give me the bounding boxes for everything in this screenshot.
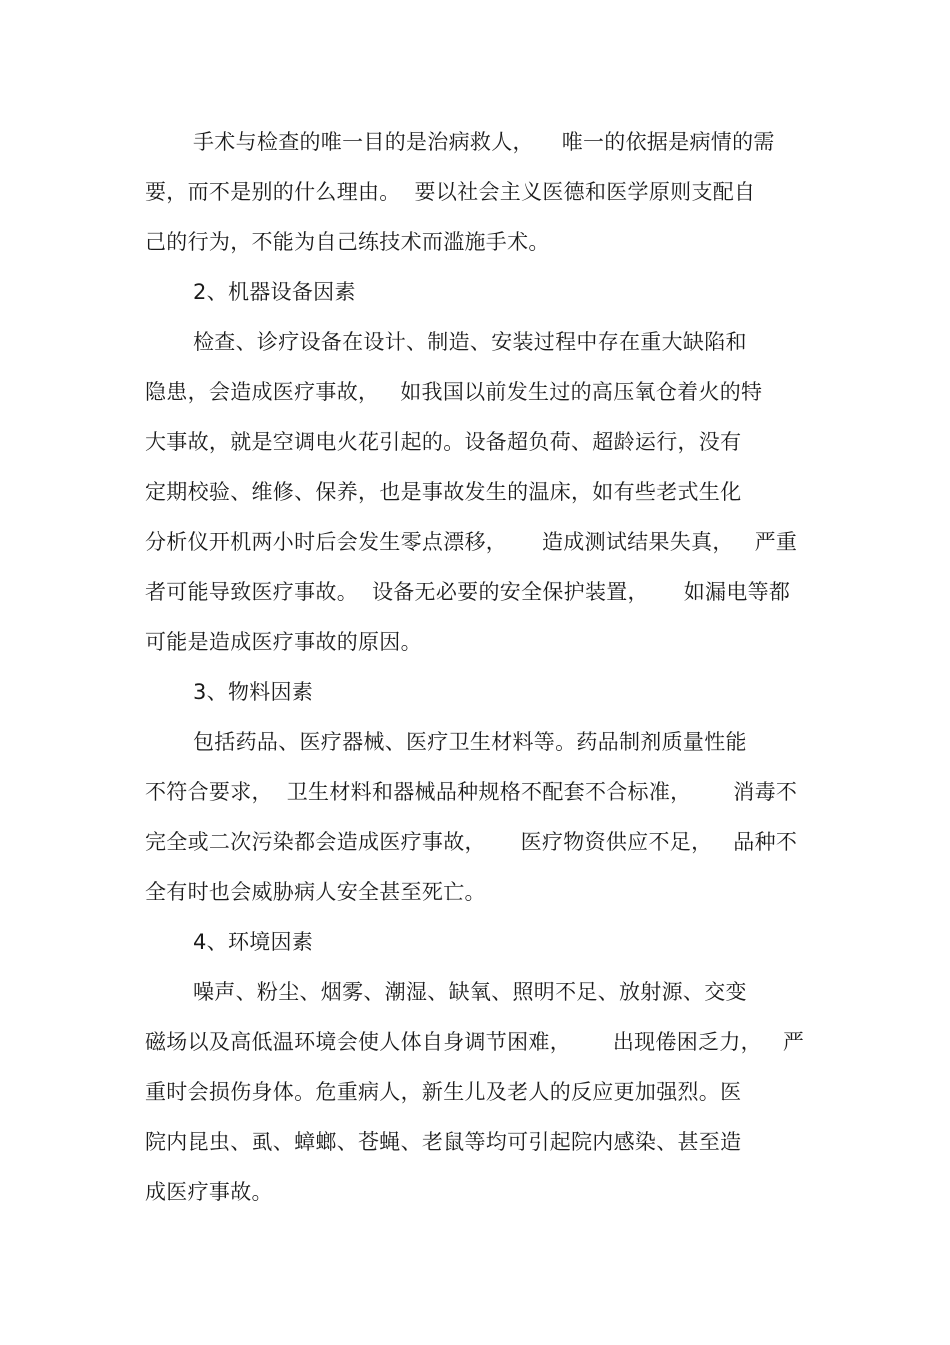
text-line: 大事故，就是空调电火花引起的。设备超负荷、超龄运行，没有 xyxy=(145,430,742,454)
section-heading: 3、物料因素 xyxy=(193,680,314,704)
text-line: 包括药品、医疗器械、医疗卫生材料等。药品制剂质量性能 xyxy=(193,730,747,754)
text-line: 己的行为，不能为自己练技术而滥施手术。 xyxy=(145,230,550,254)
text-line: 重时会损伤身体。危重病人，新生儿及老人的反应更加强烈。医 xyxy=(145,1080,742,1104)
text-line: 院内昆虫、虱、蟑螂、苍蝇、老鼠等均可引起院内感染、甚至造 xyxy=(145,1130,742,1154)
text-line: 不符合要求， 卫生材料和器械品种规格不配套不合标准， 消毒不 xyxy=(145,780,798,804)
text-line: 定期校验、维修、保养，也是事故发生的温床，如有些老式生化 xyxy=(145,480,742,504)
text-line: 隐患，会造成医疗事故， 如我国以前发生过的高压氧仓着火的特 xyxy=(145,380,763,404)
text-line: 者可能导致医疗事故。 设备无必要的安全保护装置， 如漏电等都 xyxy=(145,580,791,604)
text-line: 磁场以及高低温环境会使人体自身调节困难， 出现倦困乏力， 严 xyxy=(145,1030,805,1054)
text-line: 噪声、粉尘、烟雾、潮湿、缺氧、照明不足、放射源、交变 xyxy=(193,980,747,1004)
text-line: 完全或二次污染都会造成医疗事故， 医疗物资供应不足， 品种不 xyxy=(145,830,798,854)
text-line: 分析仪开机两小时后会发生零点漂移， 造成测试结果失真， 严重 xyxy=(145,530,798,554)
text-line: 全有时也会威胁病人安全甚至死亡。 xyxy=(145,880,486,904)
text-line: 可能是造成医疗事故的原因。 xyxy=(145,630,422,654)
text-line: 要，而不是别的什么理由。 要以社会主义医德和医学原则支配自 xyxy=(145,180,756,204)
section-heading: 4、环境因素 xyxy=(193,930,314,954)
text-line: 手术与检查的唯一目的是治病救人， 唯一的依据是病情的需 xyxy=(193,130,775,154)
text-line: 成医疗事故。 xyxy=(145,1180,273,1204)
section-heading: 2、机器设备因素 xyxy=(193,280,356,304)
text-line: 检查、诊疗设备在设计、制造、安装过程中存在重大缺陷和 xyxy=(193,330,747,354)
